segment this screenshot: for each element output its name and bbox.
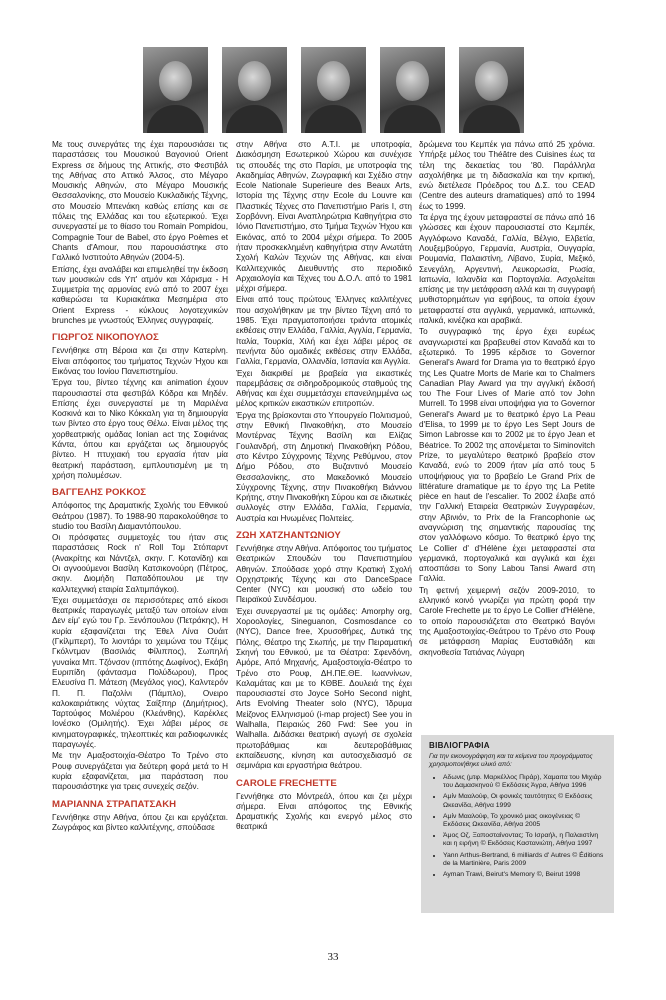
portrait-photo-5 xyxy=(459,47,524,133)
page-number: 33 xyxy=(327,951,339,963)
paragraph: Με την Αμαξοστοιχία-Θέατρο Το Τρένο στο Ρουφ συνεργάζεται για δεύτερη φορά μετά το Η κυρία εξαφανίζεται, μια παράσταση που παρουσιάστηκε για τρεις συνεχείς σεζόν. xyxy=(52,751,228,792)
paragraph: Γεννήθηκε στην Αθήνα. Απόφοιτος του τμήματος Θεατρικών Σπουδών του Πανεπιστημίου Αθηνών. Σπούδασε χορό στην Κρατική Σχολή Ορχηστρικής Τέχνης και στο DanceSpace Center (NYC) και μουσική στο ωδείο του Πειραϊκού Συνδέσμου. xyxy=(236,543,412,605)
bio-heading-rokkos: ΒΑΓΓΕΛΗΣ ΡΟΚΚΟΣ xyxy=(52,487,147,499)
portrait-photo-2 xyxy=(222,47,287,133)
portrait-strip xyxy=(0,47,666,133)
bibliography-item: • Άμος Οζ, Ξαποσταίνοντας; Το Ισραήλ, η Παλαιστίνη και η ειρήνη © Εκδόσεις Καστανιώτη, Αθήνα 1997 xyxy=(443,832,606,848)
paragraph: Έχει συνεργαστεί με τις ομάδες: Amorphy org, Χοροολογίες, Sineguanon, Cosmosdance co (NYC), Dance free, Χρυσοθήρες, Δυτικά της Πόλης, Θέατρο της Σιωπής, με την Πειραματική Σκηνή του Εθνικού, με τα Θέατρα: Σφενδόνη, Αμόρε, Από Μηχανής, Αμαξοστοιχία-Θέατρο το Τρένο στο Ρουφ, ΔΗ.ΠΕ.ΘΕ. Ιωαννίνων, Καλαμάτας και με το ΚΘΒΕ. Δουλειά της έχει παρουσιαστεί στο Joyce SoHo Second night, Arts Evolving Theater solo (NYC), Ίδρυμα Μείζονος Ελληνισμού (i-map project) See you in Walhalla, Πειραιώς 260 Fwd: See you in Walhalla. Διδάσκει θεατρική αγωγή σε σχολεία πρωτοβάθμιας και δευτεροβάθμιας εκπαίδευσης, κίνηση και αυτοσχεδιασμό σε σεμινάρια και εργαστήρια θεάτρου. xyxy=(236,606,412,771)
bibliography-title: ΒΙΒΛΙΟΓΡΑΦΙΑ xyxy=(429,741,490,750)
paragraph: Γεννήθηκε στο Μόντρεάλ, όπου και ζει μέχρι σήμερα. Είναι απόφοιτος της Εθνικής Δραματικής Σχολής και ενεργό μέλος στο θεατρικά xyxy=(236,791,412,832)
paragraph: δρώμενα του Κεμπέκ για πάνω από 25 χρόνια. Υπήρξε μέλος του Théâtre des Cuisines έως τα τέλη της δεκαετίας του '80. Παράλληλα ασχολήθηκε με τη διδασκαλία και την κριτική, ενώ διετέλεσε Πρόεδρος του Δ.Σ. του CEAD (Centre des auteurs dramatiques) από το 1994 έως το 1999. xyxy=(419,140,595,211)
paragraph: Με τους συνεργάτες της έχει παρουσιάσει τις παραστάσεις του Μουσικού Βαγονιού Orient Express σε δήμους της Αττικής, στο Φεστιβάλ της Αθήνας στο Αττικό Άλσος, στο Μέγαρο Μουσικής Αθηνών, στο Μέγαρο Μουσικής Θεσσαλονίκης, στο Μουσείο Κυκλαδικής Τέχνης, στο Μουσείο Μπενάκη καθώς επίσης και σε πόλεις της Ελλάδας και του εξωτερικού. Έχει συνεργαστεί με το θίασο του Romain Pompidou, Compagnie Tour de Babel, στο έργο Poèmes et Chants d'Amour, που παρουσιάστηκε στο Γαλλικό Ινστιτούτο Αθηνών (2004-5). xyxy=(52,140,228,263)
paragraph: Απόφοιτος της Δραματικής Σχολής του Εθνικού Θεάτρου (1987). Το 1988-90 παρακολούθησε το studio του Βασίλη Διαμαντόπουλου. xyxy=(52,501,228,531)
paragraph: Τη φετινή χειμερινή σεζόν 2009-2010, το ελληνικό κοινό γνωρίζει για πρώτη φορά την Carole Frechette με το έργο Le Collier d'Hélène, το οποίο παρουσιάζεται στο Θεατρικό Βαγόνι της Αμαξοστοιχίας-Θεάτρου το Τρένο στο Ρουφ σε μετάφραση Μαρίας Ευσταθιάδη και σκηνοθεσία Τατιάνας Λύγαρη xyxy=(419,585,595,657)
portrait-photo-4 xyxy=(380,47,445,133)
bio-heading-frechette: CAROLE FRECHETTE xyxy=(236,777,337,789)
bio-heading-nikopoulos: ΓΙΩΡΓΟΣ ΝΙΚΟΠΟΥΛΟΣ xyxy=(52,332,159,344)
paragraph: Έχει διακριθεί με βραβεία για εικαστικές παρεμβάσεις σε σιδηροδρομικούς σταθμούς της Αθήνας και έχει συμμετάσχει επανειλημμένα ως μέλος κριτικών εικαστικών επιτροπών. xyxy=(236,368,412,409)
paragraph: Επίσης, έχει αναλάβει και επιμεληθεί την έκδοση των μουσικών cds Υπ' ατμόν και Χάρισμα - Η Συμμετρία της αρμονίας ενώ από το 2007 έχει καθιερώσει τα Κυριακάτικα Μεσημέρια στο Orient Express - κύκλους λογοτεχνικών brunches με γνωστούς Έλληνες συγγραφείς. xyxy=(52,264,228,326)
bibliography-list xyxy=(429,774,606,879)
bio-heading-chatziantoniou: ΖΩΗ ΧΑΤΖΗΑΝΤΩΝΙΟΥ xyxy=(236,529,341,541)
portrait-photo-3 xyxy=(301,47,366,133)
paragraph: Το συγγραφικό της έργο έχει ευρέως αναγνωριστεί και βραβευθεί στον Καναδά και το εξωτερικό. Το 1995 κέρδισε το Governor General's Award for Drama για το θεατρικό έργο της Les Quatre Morts de Marie και το Chalmers Canadian Play Award για την αγγλική έκδοσή του The Four Lives of Marie από τον John Murrell. Το 1998 είναι υποψήφια για το Governor General's Award με το θεατρικό έργο La Peau d'Elisa, το 1999 με το έργο Les Sept Jours de Simon Labrosse και το 2002 με το έργο Jean et Béatrice. Το 2002 της απονέμεται το Siminovitch Prize, το μεγαλύτερο θεατρικό βραβείο στον Καναδά, ενώ το 2009 ήταν μία από τους 5 υποψήφιους για το βραβείο Le Grand Prix de littérature dramatique με το έργο της La Petite pièce en haut de l'escalier. Το 2002 έλαβε από την Γαλλική Εταιρεία Θεατρικών Συγγραφέων, στην Αβινιόν, το Prix de la Francophonie ως αναγνώριση της σημαντικής παρουσίας της στον γαλλόφωνο κόσμο. Το θεατρικό έργο της Le Collier d' d'Hélène έχει μεταφραστεί στα γερμανικά, πορτογαλικά και αγγλικά και έχει αποσπάσει το Sony Labou Tansi Award στη Γαλλία. xyxy=(419,327,595,584)
bibliography-item: • Αμίν Μααλούφ, Το χρονικό μιας οικογένειας © Εκδόσεις Ωκεανίδα, Αθήνα 2005 xyxy=(443,813,606,829)
bibliography-item: • Yann Arthus-Bertrand, 6 milliards d' Autres © Éditions de la Martinière, Paris 2009 xyxy=(443,852,606,868)
bibliography-box xyxy=(421,735,614,913)
paragraph: Έχει συμμετάσχει σε περισσότερες από είκοσι θεατρικές παραγωγές μεταξύ των οποίων είναι Δεν είμ' εγώ του Γρ. Ξενόπουλου (Πετράκης), Η κυρία εξαφανίζεται της Έθελ Λίνα Ουάιτ (Γκίλμπερτ), Το λιοντάρι το χειμώνα του Τζέιμς Γκόλντμαν (Βασιλιάς Φίλιππος), Σωπηλή γυναίκα Μπ. Τζόνσον (ιππότης Δωφίνος), Εκάβη Ευριπίδη (φάντασμα Πολύδωρου), Προς Ελευσίνα Π. Μάτεση (Μεγάλος γιος), Καλντερόν Π. Π. Παζολίνι (Πάμπλο), Ονειρο καλοκαιριάτικης νύχτας Σαίξπηρ (Δημήτριος), Ταρτούφος Μολιέρου (Κλεάνθης), Καρέκλες Ιονέσκο (Ομιλητής). Έχει λάβει μέρος σε κινηματογραφικές, τηλεοπτικές και ραδιοφωνικές παραγωγές. xyxy=(52,595,228,750)
paragraph: Έργα του, βίντεο τέχνης και animation έχουν παρουσιαστεί στα φεστιβάλ Κόδρα και Μηδέν. Επίσης έχει συνεργαστεί με τη Μαριλένα Κοσκινά και το Νίκο Κόκκαλη για τη δημιουργία των βίντεο στο έργο τους Θέλω. Είναι μέλος της χορθεατρικής ομάδας Ionian act της Σοφιάνας Κάντα, όπου και εργάζεται ως δημιουργός βίντεο. Η πτυχιακή του εργασία ήταν μία θεατρική παράσταση, εμπλουτισμένη με τη χρήση πολυμέσων. xyxy=(52,378,228,480)
portrait-photo-1 xyxy=(143,47,208,133)
bio-heading-strapatsaki: ΜΑΡΙΑΝΝΑ ΣΤΡΑΠΑΤΣΑΚΗ xyxy=(52,798,177,810)
paragraph: Έργα της βρίσκονται στο Υπουργείο Πολιτισμού, στην Εθνική Πινακοθήκη, στο Μουσείο Μοντέρνας Τέχνης Βασίλη και Ελίζας Γουλανδρή, στη Δημοτική Πινακοθήκη Ρόδου, στο Κέντρο Σύγχρονης Τέχνης Ρεθύμνου, στον Δήμο Ρόδου, στο Βυζαντινό Μουσείο Θεσσαλονίκης, στο Μακεδονικό Μουσείο Σύγχρονης Τέχνης, στην Πινακοθήκη Βιάννου Κρήτης, στην Πινακοθήκη Σύρου και σε ιδιωτικές συλλογές στην Ελλάδα, Γαλλία, Γερμανία, Αυστρία και Ηνωμένες Πολιτείες. xyxy=(236,410,412,523)
paragraph: Είναι από τους πρώτους Έλληνες καλλιτέχνες που ασχολήθηκαν με την βίντεο Τέχνη από το 1985. Έχει πραγματοποιήσει τριάντα ατομικές εκθέσεις στην Ελλάδα, Γαλλία, Αγγλία, Γερμανία, Ιταλία, Τουρκία, Χιλή και έχει λάβει μέρος σε πενήντα δύο ομαδικές εκθέσεις στην Ελλάδα, Γαλλία, Γερμανία, Ολλανδία, Ισπανία και Αγγλία. xyxy=(236,295,412,367)
paragraph: Γεννήθηκε στην Αθήνα, όπου ζει και εργάζεται. Ζωγράφος και βίντεο καλλιτέχνης, σπούδασε xyxy=(52,812,228,832)
bibliography-item: • Ayman Trawi, Beirut's Memory ©, Beirut 1998 xyxy=(443,871,606,879)
paragraph: Γεννήθηκε στη Βέροια και ζει στην Κατερίνη. Είναι απόφοιτος του τμήματος Τεχνών Ήχου και Εικόνας του Ιονίου Πανεπιστημίου. xyxy=(52,346,228,376)
bibliography-item: • Αμίν Μααλούφ, Οι φονικές ταυτότητες © Εκδόσεις Ωκεανίδα, Αθήνα 1999 xyxy=(443,793,606,809)
bibliography-intro: Για την εικονογράφηση και τα κείμενα του προγράμματος χρησιμοποιήθηκε υλικό από: xyxy=(429,753,593,768)
text-column-3 xyxy=(419,140,595,659)
bibliography-item: • Αδωνις (μτφ. Μαρκέλλος Πιράρ), Χαμαιτα του Μιχιάρ του Δαμασκηνού © Εκδόσεις Άγρα, Αθήνα 1996 xyxy=(443,774,606,790)
paragraph: Τα έργα της έχουν μεταφραστεί σε πάνω από 16 γλώσσες και έχουν παρουσιαστεί στο Κεμπέκ, Αγγλόφωνο Καναδά, Γαλλία, Βέλγιο, Ελβετία, Λουξεμβούργο, Γερμανία, Αυστρία, Ουγγαρία, Ρουμανία, Παλαιστίνη, Λίβανο, Συρία, Μεξικό, Σενεγάλη, Αργεντινή, Λευκορωσία, Ρωσία, Ιαπωνία, Ιαλανδία και Πορτογαλία. Ασχολείται επίσης με την μετάφραση αλλά και τη συγγραφή μυθιστορημάτων για εφήβους, τα οποία έχουν μεταφραστεί στα αγγλικά, γερμανικά, ιαπωνικά, ιταλικά, κινέζικα και αραβικά. xyxy=(419,213,595,326)
text-column-2 xyxy=(236,140,412,834)
paragraph: Οι πρόσφατες συμμετοχές του ήταν στις παραστάσεις Rock n' Roll Τομ Στόπαρντ (Ανακρίτης και Νάντζελ, σκην. Γ. Κοτανίδη) και Οι αγνοούμενοι Βασίλη Κατσικονούρη (Πέτρος, σκην. Διομήδη Παπαδόπουλου με την καλλιτεχνική εταιρία Σαλτιμπάγκοι). xyxy=(52,533,228,594)
paragraph: στην Αθήνα στο Α.Τ.Ι. με υποτροφία, Διακόσμηση Εσωτερικού Χώρου και συνέχισε τις σπουδές της στο Παρίσι, με υποτροφία της Ακαδημίας Αθηνών, Ζωγραφική και Σχέδιο στην Ecole Nationale Superieure des Beaux Arts, Ιστορία της Τέχνης στην Ecole du Louvre και Πλαστικές Τέχνες στο Πανεπιστήμιο Paris I, στη Σορβόννη. Είναι Αναπληρώτρια Καθηγήτρια στο Ιόνιο Πανεπιστήμιο, στο Τμήμα Τεχνών Ήχου και Εικόνας, από το 2004 μέχρι σήμερα. Το 2005 ήταν προσκεκλημένη καθηγήτρια στην Ανωτάτη Σχολή Καλών Τεχνών της Αθήνας, και είναι Καλλιτεχνικός Διευθυντής στο περιοδικό Αρχαιολογία και Τέχνες του Δ.Ο.Λ. από το 1981 μέχρι σήμερα. xyxy=(236,140,412,294)
text-column-1 xyxy=(52,140,228,834)
